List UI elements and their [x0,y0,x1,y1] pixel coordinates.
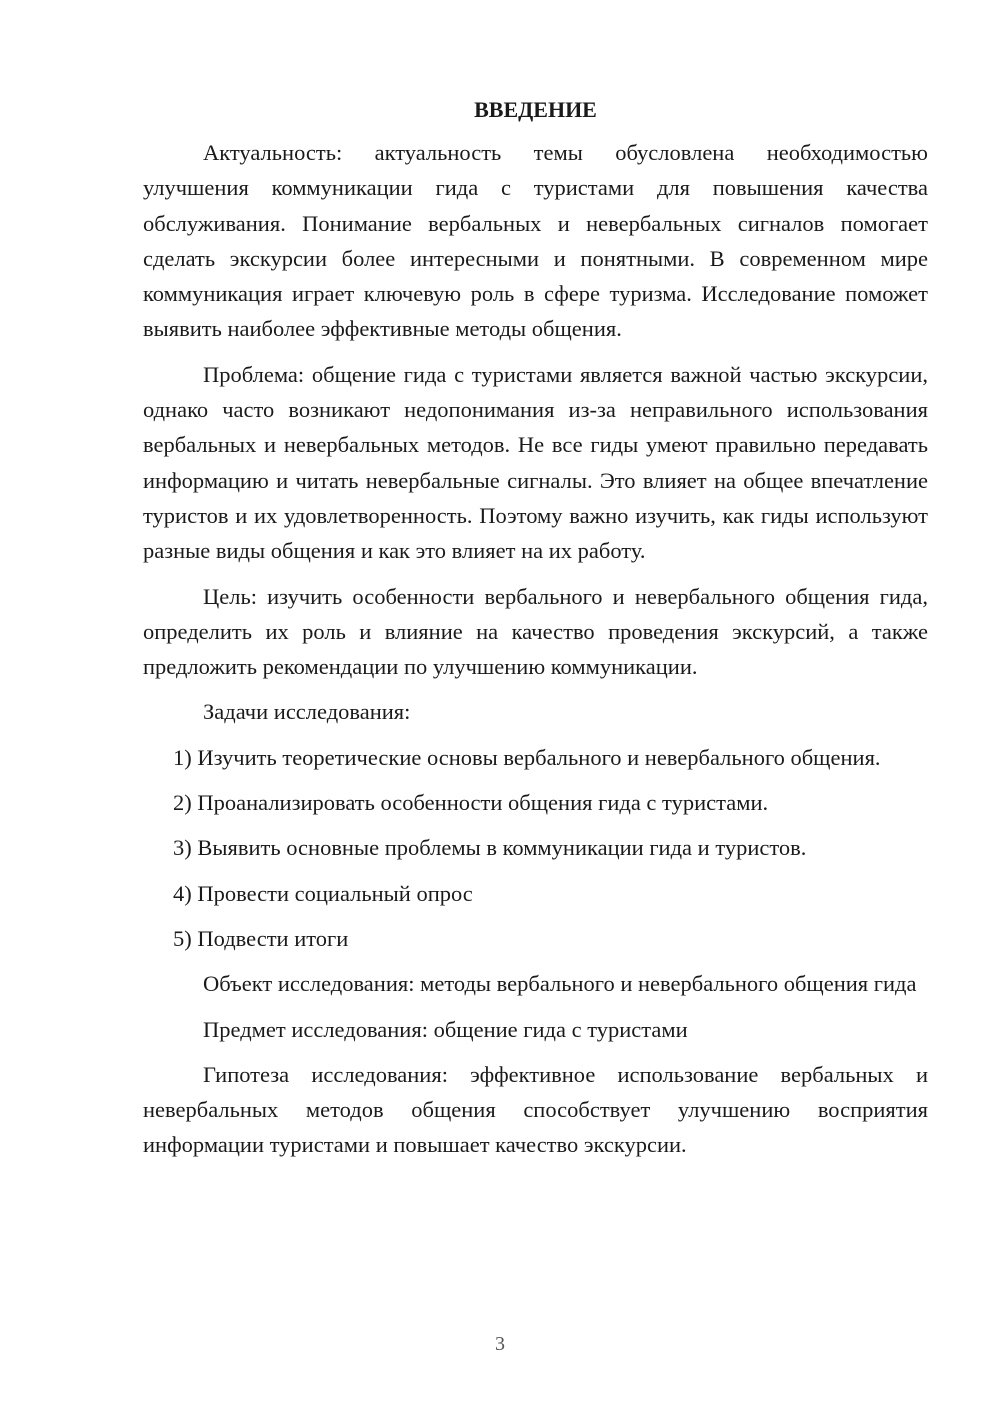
task-item-4: 4) Провести социальный опрос [173,880,473,906]
problem-paragraph: Проблема: общение гида с туристами является важной частью экскурсии, однако часто возникают недопонимания из-за неправильного использования вербальных и невербальных методов. Не все гиды умеют правильно передавать информацию и читать невербальные сигналы. Это влияет на общее впечатление туристов и их удовлетворенность. Поэтому важно изучить, как гиды используют разные виды общения и как это влияет на их работу. [143,361,928,564]
task-item-5: 5) Подвести итоги [173,925,349,951]
hypothesis-paragraph: Гипотеза исследования: эффективное использование вербальных и невербальных методов общения способствует улучшению восприятия информации туристами и повышает качество экскурсии. [143,1061,928,1158]
tasks-intro: Задачи исследования: [203,699,411,725]
task-item-3: 3) Выявить основные проблемы в коммуникации гида и туристов. [173,835,807,861]
page-content [143,95,928,1173]
object-paragraph: Объект исследования: методы вербального и невербального общения гида [203,971,917,997]
task-item-2: 2) Проанализировать особенности общения гида с туристами. [173,790,769,816]
page-number: 3 [495,1333,505,1355]
goal-paragraph: Цель: изучить особенности вербального и невербального общения гида, определить их роль и влияние на качество проведения экскурсий, а также предложить рекомендации по улучшению коммуникации. [143,583,928,680]
relevance-paragraph: Актуальность: актуальность темы обусловлена необходимостью улучшения коммуникации гида с туристами для повышения качества обслуживания. Понимание вербальных и невербальных сигналов помогает сделать экскурсии более интересными и понятными. В современном мире коммуникация играет ключевую роль в сфере туризма. Исследование поможет выявить наиболее эффективные методы общения. [143,140,928,342]
task-item-1: 1) Изучить теоретические основы вербального и невербального общения. [173,744,881,770]
subject-paragraph: Предмет исследования: общение гида с туристами [203,1016,688,1042]
section-heading: ВВЕДЕНИЕ [474,97,597,122]
